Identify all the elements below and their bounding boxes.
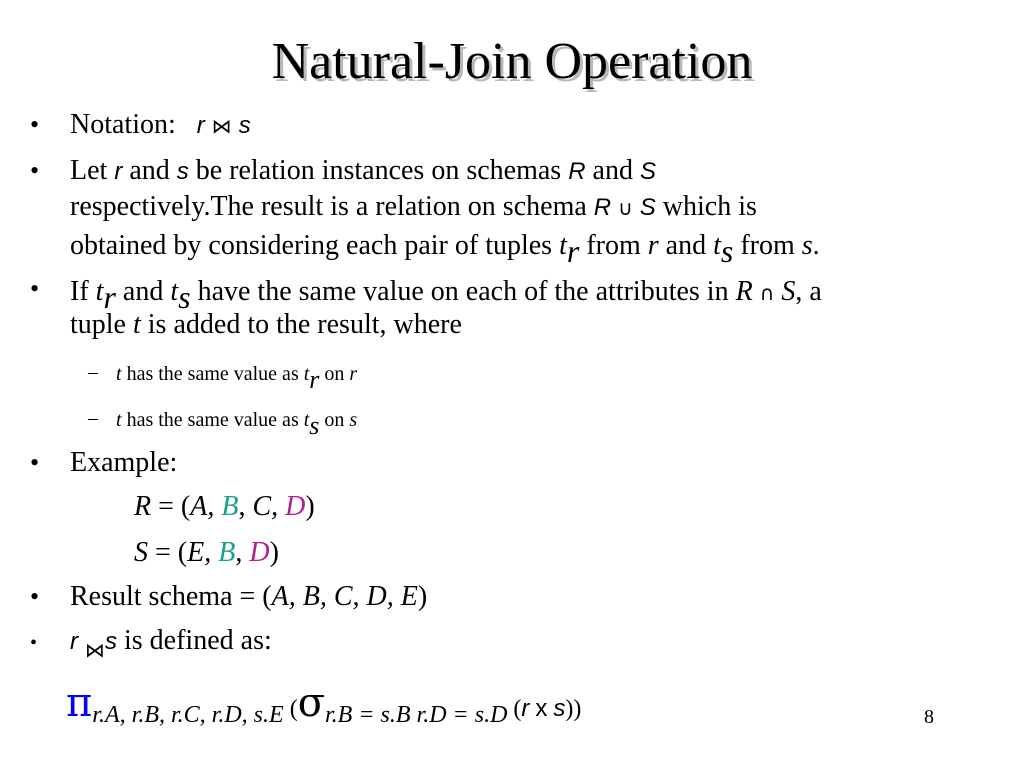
example-label: Example: bbox=[70, 447, 178, 478]
text: from bbox=[586, 230, 641, 261]
bullet-icon: • bbox=[30, 156, 40, 185]
text: respectively.The result is a relation on schema bbox=[70, 191, 587, 222]
let-line-1 bbox=[70, 154, 656, 189]
var-t: t bbox=[95, 276, 104, 307]
notation-r: r bbox=[196, 112, 205, 139]
result-schema bbox=[70, 580, 427, 614]
var-t: t bbox=[116, 409, 122, 431]
bullet-icon: • bbox=[30, 448, 40, 477]
join-icon: ⋈ bbox=[211, 114, 232, 138]
var-R: R bbox=[134, 491, 152, 522]
text: from bbox=[740, 230, 795, 261]
var-S: S bbox=[781, 276, 796, 307]
defined-line bbox=[70, 624, 272, 662]
text: )) bbox=[565, 696, 582, 722]
subscript-r: r bbox=[309, 365, 320, 394]
notation-line bbox=[70, 108, 251, 143]
text: ) bbox=[417, 581, 428, 612]
var-R: R bbox=[593, 194, 612, 221]
var-s: s bbox=[801, 230, 813, 261]
attr-D: D bbox=[249, 537, 270, 568]
dash-icon: – bbox=[88, 407, 98, 429]
var-r: r bbox=[521, 695, 530, 722]
attr-E: E, bbox=[187, 537, 212, 568]
pi-icon: π bbox=[66, 680, 93, 726]
attr-C: C, bbox=[252, 491, 279, 522]
attr-A: A, bbox=[190, 491, 215, 522]
var-t: t bbox=[133, 309, 141, 340]
text: Let bbox=[70, 155, 108, 186]
var-S: S bbox=[134, 537, 148, 568]
let-line-2 bbox=[70, 190, 757, 225]
var-r: r bbox=[349, 363, 358, 385]
text: is defined as: bbox=[124, 625, 272, 656]
text: If bbox=[70, 276, 89, 307]
union-icon: ∪ bbox=[618, 196, 633, 220]
page-number: 8 bbox=[924, 706, 934, 728]
var-t: t bbox=[303, 363, 310, 385]
attr-B: B bbox=[218, 537, 236, 568]
var-r: r bbox=[70, 628, 78, 655]
var-s: s bbox=[176, 158, 189, 185]
subscript-s: s bbox=[309, 411, 320, 440]
notation-label: Notation: bbox=[70, 109, 176, 140]
example-S bbox=[134, 536, 279, 570]
text: and bbox=[129, 155, 170, 186]
intersection-icon: ∩ bbox=[759, 281, 775, 305]
let-line-3 bbox=[70, 226, 820, 269]
pi-subscript: r.A, r.B, r.C, r.D, s.E bbox=[92, 702, 284, 728]
attr-B: B bbox=[221, 491, 239, 522]
formula bbox=[66, 680, 581, 726]
text: and bbox=[665, 230, 707, 261]
text: ( bbox=[513, 696, 522, 722]
bullet-icon: • bbox=[30, 110, 40, 139]
var-r: r bbox=[647, 230, 659, 261]
text: which is bbox=[662, 191, 757, 222]
subscript-r: r bbox=[103, 279, 116, 315]
text: obtained by considering each pair of tuples bbox=[70, 230, 553, 261]
var-r: r bbox=[114, 158, 123, 185]
var-t: t bbox=[170, 276, 179, 307]
text: and bbox=[592, 155, 633, 186]
subscript-s: s bbox=[178, 279, 191, 315]
attrs: A, B, C, D, E bbox=[271, 581, 418, 612]
sigma-icon: σ bbox=[297, 680, 325, 726]
text: ) bbox=[305, 491, 315, 522]
text: on bbox=[324, 363, 345, 385]
example-R bbox=[134, 490, 315, 524]
join-icon: ⋈ bbox=[85, 638, 105, 662]
var-t: t bbox=[116, 363, 122, 385]
text: is added to the result, where bbox=[147, 309, 462, 340]
var-t: t bbox=[713, 230, 721, 261]
var-s: s bbox=[553, 695, 566, 722]
var-S: S bbox=[639, 194, 656, 221]
cross-product: x bbox=[535, 695, 548, 722]
text: = ( bbox=[155, 537, 188, 568]
slide-title: Natural-Join Operation bbox=[271, 33, 753, 90]
sigma-subscript: r.B = s.B r.D = s.D bbox=[325, 702, 508, 728]
subscript-s: s bbox=[720, 233, 734, 269]
bullet-icon: • bbox=[30, 582, 40, 611]
text: have the same value on each of the attributes in bbox=[197, 276, 729, 307]
bullet-icon: • bbox=[30, 274, 40, 303]
subscript-r: r bbox=[566, 233, 580, 269]
bullet-icon: • bbox=[30, 632, 38, 654]
if-line-2 bbox=[70, 308, 462, 342]
text: be relation instances on schemas bbox=[195, 155, 562, 186]
text: tuple bbox=[70, 309, 126, 340]
text: , bbox=[238, 491, 246, 522]
text: has the same value as bbox=[126, 363, 299, 385]
text: ) bbox=[269, 537, 279, 568]
text: . bbox=[812, 230, 820, 261]
text: ( bbox=[289, 696, 298, 722]
dash-icon: – bbox=[88, 361, 98, 383]
var-S: S bbox=[639, 158, 656, 185]
var-s: s bbox=[105, 628, 117, 655]
sub-bullet-1 bbox=[116, 358, 358, 394]
if-line-1 bbox=[70, 272, 822, 315]
var-t: t bbox=[559, 230, 567, 261]
attr-D: D bbox=[285, 491, 306, 522]
text: , bbox=[235, 537, 243, 568]
text: = ( bbox=[158, 491, 191, 522]
sub-bullet-2 bbox=[116, 404, 358, 440]
text: , a bbox=[795, 276, 822, 307]
var-R: R bbox=[735, 276, 753, 307]
text: has the same value as bbox=[126, 409, 299, 431]
var-s: s bbox=[349, 409, 358, 431]
notation-s: s bbox=[238, 112, 251, 139]
var-t: t bbox=[303, 409, 310, 431]
text: on bbox=[324, 409, 345, 431]
var-R: R bbox=[568, 158, 586, 185]
text: Result schema = ( bbox=[70, 581, 272, 612]
text: and bbox=[122, 276, 164, 307]
